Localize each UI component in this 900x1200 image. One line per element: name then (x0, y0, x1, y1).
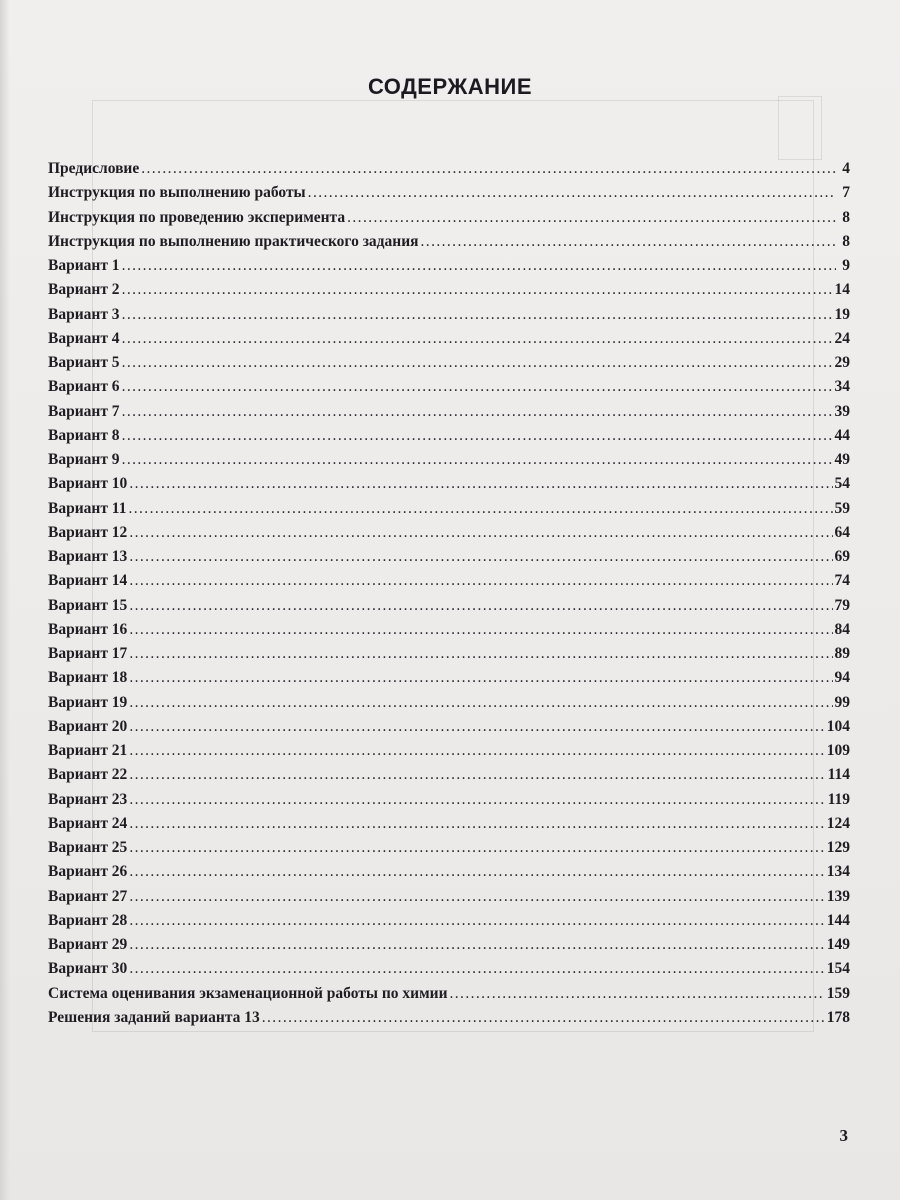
toc-entry (48, 642, 850, 666)
toc-entry-title: Система оценивания экзаменационной работы по химии (48, 984, 448, 1002)
toc-entry (48, 933, 850, 957)
toc-entry-title: Вариант 11 (48, 499, 127, 517)
dot-leader (421, 230, 836, 254)
toc-entry (48, 424, 850, 448)
toc-entry-page: 8 (842, 208, 850, 226)
toc-entry-page: 149 (826, 936, 850, 953)
toc-entry (48, 448, 850, 472)
toc-entry (48, 957, 850, 981)
bleed-through-frame-inner (778, 96, 822, 160)
dot-leader (129, 763, 825, 787)
dot-leader (122, 303, 833, 327)
toc-entry (48, 400, 850, 424)
toc-entry (48, 666, 850, 690)
toc-entry (48, 860, 850, 884)
toc-entry (48, 521, 850, 545)
toc-entry-page: 119 (827, 790, 850, 808)
page-edge-shadow (0, 0, 10, 1200)
toc-entry-title: Вариант 23 (48, 790, 128, 808)
dot-leader (308, 181, 836, 205)
dot-leader (129, 836, 824, 860)
toc-entry (48, 909, 850, 933)
dot-leader (450, 982, 825, 1006)
toc-entry-page: 134 (826, 863, 850, 881)
toc-entry (48, 181, 850, 205)
toc-entry (48, 375, 850, 399)
toc-entry (48, 351, 850, 375)
toc-entry-title: Решения заданий варианта 13 (48, 1008, 260, 1026)
toc-entry (48, 472, 850, 496)
dot-leader (129, 909, 824, 933)
toc-entry (48, 594, 850, 618)
toc-entry-title: Вариант 14 (48, 572, 128, 590)
toc-entry (48, 230, 850, 254)
toc-entry-page: 109 (826, 742, 850, 759)
toc-entry-page: 124 (826, 814, 850, 832)
dot-leader (129, 521, 832, 545)
toc-entry (48, 303, 850, 327)
toc-entry-title: Вариант 16 (48, 620, 128, 638)
toc-entry-page: 74 (834, 572, 850, 590)
dot-leader (122, 424, 833, 448)
toc-entry-title: Вариант 25 (48, 839, 128, 856)
toc-entry (48, 763, 850, 787)
dot-leader (129, 642, 832, 666)
toc-entry-page: 54 (834, 475, 850, 493)
toc-entry (48, 836, 850, 860)
toc-entry-page: 178 (826, 1008, 850, 1026)
toc-entry-page: 24 (834, 329, 850, 347)
dot-leader (129, 739, 824, 763)
toc-entry-page: 104 (826, 717, 850, 735)
dot-leader (129, 860, 824, 884)
toc-entry (48, 569, 850, 593)
toc-entry-page: 69 (834, 548, 850, 565)
toc-entry (48, 885, 850, 909)
dot-leader (129, 957, 824, 981)
toc-entry-page: 114 (827, 766, 850, 784)
toc-entry (48, 812, 850, 836)
toc-entry-title: Вариант 20 (48, 717, 128, 735)
dot-leader (122, 448, 833, 472)
toc-entry (48, 157, 850, 181)
toc-entry (48, 618, 850, 642)
dot-leader (129, 885, 824, 909)
toc-entry-page: 8 (842, 232, 850, 250)
dot-leader (122, 375, 833, 399)
toc-entry-title: Вариант 28 (48, 911, 128, 929)
toc-entry-title: Вариант 4 (48, 329, 120, 347)
toc-entry (48, 739, 850, 763)
toc-entry-page: 29 (834, 354, 850, 371)
dot-leader (129, 569, 832, 593)
dot-leader (122, 254, 836, 278)
dot-leader (128, 497, 832, 521)
toc-entry-title: Вариант 7 (48, 402, 120, 420)
page-number: 3 (839, 1126, 848, 1145)
toc-entry-title: Вариант 15 (48, 596, 128, 614)
dot-leader (129, 472, 832, 496)
toc-entry-page: 159 (826, 984, 850, 1002)
dot-leader (129, 545, 832, 569)
toc-entry (48, 982, 850, 1006)
dot-leader (122, 400, 833, 424)
toc-entry-title: Вариант 24 (48, 814, 128, 832)
toc-entry-page: 144 (826, 911, 850, 929)
dot-leader (129, 788, 825, 812)
toc-entry-page: 94 (834, 669, 850, 687)
toc-entry-page: 49 (834, 451, 850, 468)
table-of-contents (48, 157, 850, 1030)
dot-leader (122, 327, 833, 351)
toc-entry-page: 14 (834, 281, 850, 299)
toc-entry-page: 84 (834, 620, 850, 638)
toc-entry (48, 327, 850, 351)
toc-entry-title: Вариант 10 (48, 475, 128, 493)
toc-entry (48, 206, 850, 230)
dot-leader (122, 351, 833, 375)
toc-entry-page: 79 (834, 596, 850, 614)
toc-entry (48, 278, 850, 302)
toc-entry-page: 7 (842, 184, 850, 202)
toc-entry-title: Вариант 18 (48, 669, 128, 687)
toc-entry-page: 64 (834, 523, 850, 541)
toc-entry-page: 19 (834, 305, 850, 323)
toc-entry-title: Вариант 12 (48, 523, 128, 541)
toc-entry-title: Вариант 26 (48, 863, 128, 881)
dot-leader (122, 278, 833, 302)
toc-entry-title: Вариант 2 (48, 281, 120, 299)
toc-entry-page: 39 (834, 402, 850, 420)
toc-entry-page: 99 (834, 693, 850, 711)
dot-leader (129, 715, 824, 739)
toc-entry-title: Вариант 29 (48, 936, 128, 953)
toc-entry-title: Вариант 19 (48, 693, 128, 711)
dot-leader (129, 594, 832, 618)
toc-entry-title: Инструкция по проведению эксперимента (48, 208, 346, 226)
dot-leader (129, 666, 832, 690)
toc-entry-title: Вариант 22 (48, 766, 128, 784)
toc-entry (48, 497, 850, 521)
toc-entry-title: Вариант 3 (48, 305, 120, 323)
toc-entry-page: 4 (842, 160, 850, 177)
toc-entry-page: 154 (826, 960, 850, 978)
toc-entry-page: 44 (834, 426, 850, 444)
dot-leader (129, 618, 832, 642)
toc-entry-title: Инструкция по выполнению практического задания (48, 232, 419, 250)
toc-entry (48, 545, 850, 569)
toc-entry-title: Вариант 8 (48, 426, 120, 444)
toc-entry-page: 59 (834, 499, 850, 517)
toc-entry-title: Вариант 21 (48, 742, 128, 759)
toc-entry-title: Вариант 17 (48, 645, 128, 662)
toc-entry-page: 129 (826, 839, 850, 856)
toc-entry-title: Вариант 6 (48, 378, 120, 396)
toc-entry-title: Предисловие (48, 160, 140, 177)
toc-entry-page: 139 (826, 887, 850, 905)
toc-entry (48, 788, 850, 812)
dot-leader (141, 157, 836, 181)
toc-entry-title: Вариант 1 (48, 257, 120, 274)
dot-leader (129, 933, 824, 957)
dot-leader (262, 1006, 825, 1030)
dot-leader (129, 691, 832, 715)
toc-entry (48, 691, 850, 715)
toc-entry (48, 1006, 850, 1030)
toc-entry-page: 34 (834, 378, 850, 396)
toc-entry-title: Вариант 13 (48, 548, 128, 565)
dot-leader (129, 812, 824, 836)
toc-entry-title: Вариант 30 (48, 960, 128, 978)
toc-entry (48, 715, 850, 739)
toc-entry-title: Вариант 9 (48, 451, 120, 468)
toc-entry-title: Вариант 27 (48, 887, 128, 905)
toc-entry (48, 254, 850, 278)
toc-entry-title: Инструкция по выполнению работы (48, 184, 306, 202)
dot-leader (347, 206, 836, 230)
toc-entry-page: 89 (834, 645, 850, 662)
toc-entry-title: Вариант 5 (48, 354, 120, 371)
toc-entry-page: 9 (842, 257, 850, 274)
page-title: СОДЕРЖАНИЕ (367, 74, 533, 99)
